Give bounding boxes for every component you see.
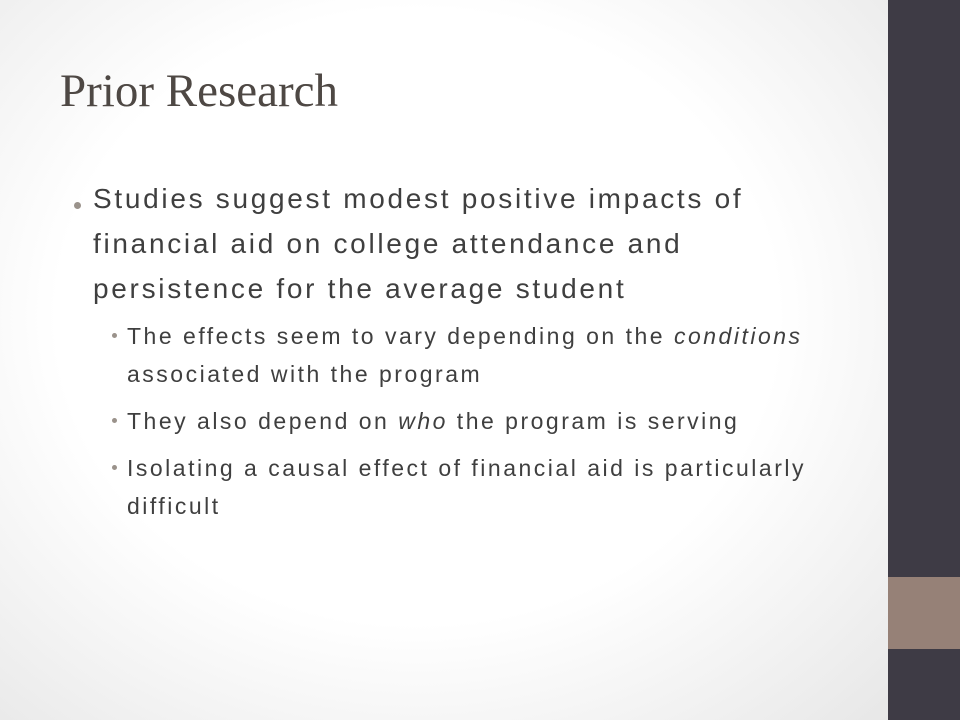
sub-bullet-text: the program is serving <box>447 408 740 434</box>
sub-bullet-text: They also depend on <box>127 408 399 434</box>
sub-bullet-text: Isolating a causal effect of financial aid is particularly difficult <box>127 455 806 519</box>
bullet-point <box>93 176 783 311</box>
sub-bullet-item <box>127 449 867 525</box>
sub-bullet-item <box>127 402 867 440</box>
sub-bullet-item <box>127 317 867 393</box>
slide-title: Prior Research <box>60 65 338 117</box>
sub-bullet-text: The effects seem to vary depending on the <box>127 323 674 349</box>
bullet-point-text: Studies suggest modest positive impacts of financial aid on college attendance and persistence for the average student <box>93 183 744 304</box>
sub-bullet-icon <box>112 465 117 470</box>
sub-bullet-text: associated with the program <box>127 361 483 387</box>
sidebar-accent-block <box>888 577 960 649</box>
sub-bullet-icon <box>112 418 117 423</box>
sub-bullet-icon <box>112 333 117 338</box>
bullet-icon <box>74 202 81 209</box>
bullet-point-content <box>93 183 743 304</box>
sub-bullet-list <box>127 317 867 525</box>
sub-bullet-emphasis: who <box>398 408 448 434</box>
sub-bullet-emphasis: conditions <box>673 323 803 349</box>
